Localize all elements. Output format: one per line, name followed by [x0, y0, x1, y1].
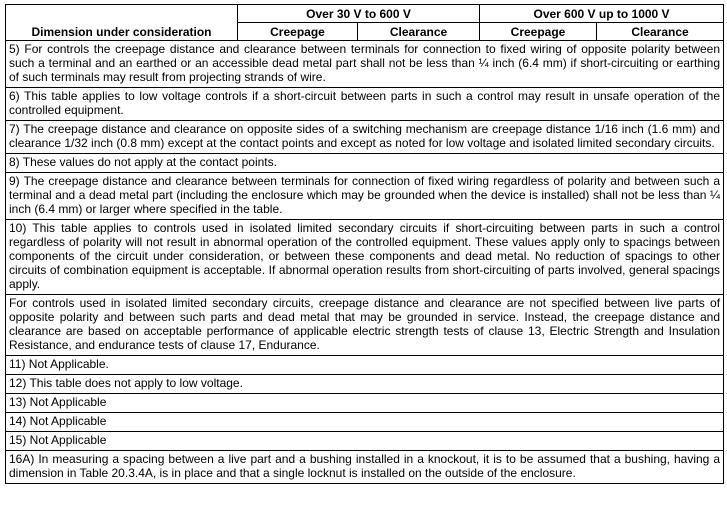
note-10-continued: For controls used in isolated limited secondary circuits, creepage distance and clearance are not specified between live parts of opposite polarity and between such parts and dead metal that may be grounded in service. Instead, the creepage distance and clearance are based on acceptable performance of applicable electric strength tests of clause 13, Electric Strength and Insulation Resistance, and endurance tests of clause 17, Endurance. [6, 295, 724, 356]
note-9: 9) The creepage distance and clearance between terminals for connection of fixed wiring regardless of polarity and between such a terminal and a dead metal part (including the enclosure which may be grounded when the device is installed) shall not be less than ¼ inch (6.4 mm) or larger where specified in the table. [6, 173, 724, 220]
note-row [6, 413, 724, 432]
note-row [6, 432, 724, 451]
note-8: 8) These values do not apply at the contact points. [6, 154, 724, 173]
note-row [6, 154, 724, 173]
header-clearance-1: Clearance [358, 23, 480, 41]
note-row [6, 375, 724, 394]
note-row [6, 173, 724, 220]
note-row [6, 88, 724, 121]
note-16a: 16A) In measuring a spacing between a live part and a bushing installed in a knockout, it is to be assumed that a bushing, having a dimension in Table 20.3.4A, is in place and that a single locknut is installed on the outside of the enclosure. [6, 451, 724, 484]
spacing-notes-table [5, 4, 724, 484]
note-row [6, 121, 724, 154]
note-5: 5) For controls the creepage distance and clearance between terminals for connection to fixed wiring of opposite polarity between such a terminal and an earthed or an accessible dead metal part shall not be less than ¼ inch (6.4 mm) if short-circuiting or earthing of such terminals may result from projecting strands of wire. [6, 41, 724, 88]
header-clearance-2: Clearance [597, 23, 724, 41]
header-creepage-2: Creepage [480, 23, 597, 41]
header-dimension: Dimension under consideration [6, 5, 238, 41]
note-15: 15) Not Applicable [6, 432, 724, 451]
note-row [6, 394, 724, 413]
note-row [6, 41, 724, 88]
note-12: 12) This table does not apply to low voltage. [6, 375, 724, 394]
note-14: 14) Not Applicable [6, 413, 724, 432]
header-row-groups [6, 5, 724, 23]
note-13: 13) Not Applicable [6, 394, 724, 413]
note-6: 6) This table applies to low voltage controls if a short-circuit between parts in such a control may result in unsafe operation of the controlled equipment. [6, 88, 724, 121]
header-group-600-1000v: Over 600 V up to 1000 V [480, 5, 724, 23]
note-row [6, 220, 724, 295]
header-group-30-600v: Over 30 V to 600 V [238, 5, 480, 23]
note-10: 10) This table applies to controls used in isolated limited secondary circuits if short-circuiting between parts in such a control regardless of polarity will not result in abnormal operation of the controlled equipment. These values apply only to spacings between components of the circuit under consideration, or between these components and dead metal. No reduction of spacings to other circuits of combination equipment is acceptable. If abnormal operation results from short-circuiting of parts involved, general spacings apply. [6, 220, 724, 295]
note-row [6, 295, 724, 356]
header-creepage-1: Creepage [238, 23, 358, 41]
note-row [6, 356, 724, 375]
note-11: 11) Not Applicable. [6, 356, 724, 375]
note-7: 7) The creepage distance and clearance on opposite sides of a switching mechanism are creepage distance 1/16 inch (1.6 mm) and clearance 1/32 inch (0.8 mm) except at the contact points and except as noted for low voltage and isolated limited secondary circuits. [6, 121, 724, 154]
note-row [6, 451, 724, 484]
